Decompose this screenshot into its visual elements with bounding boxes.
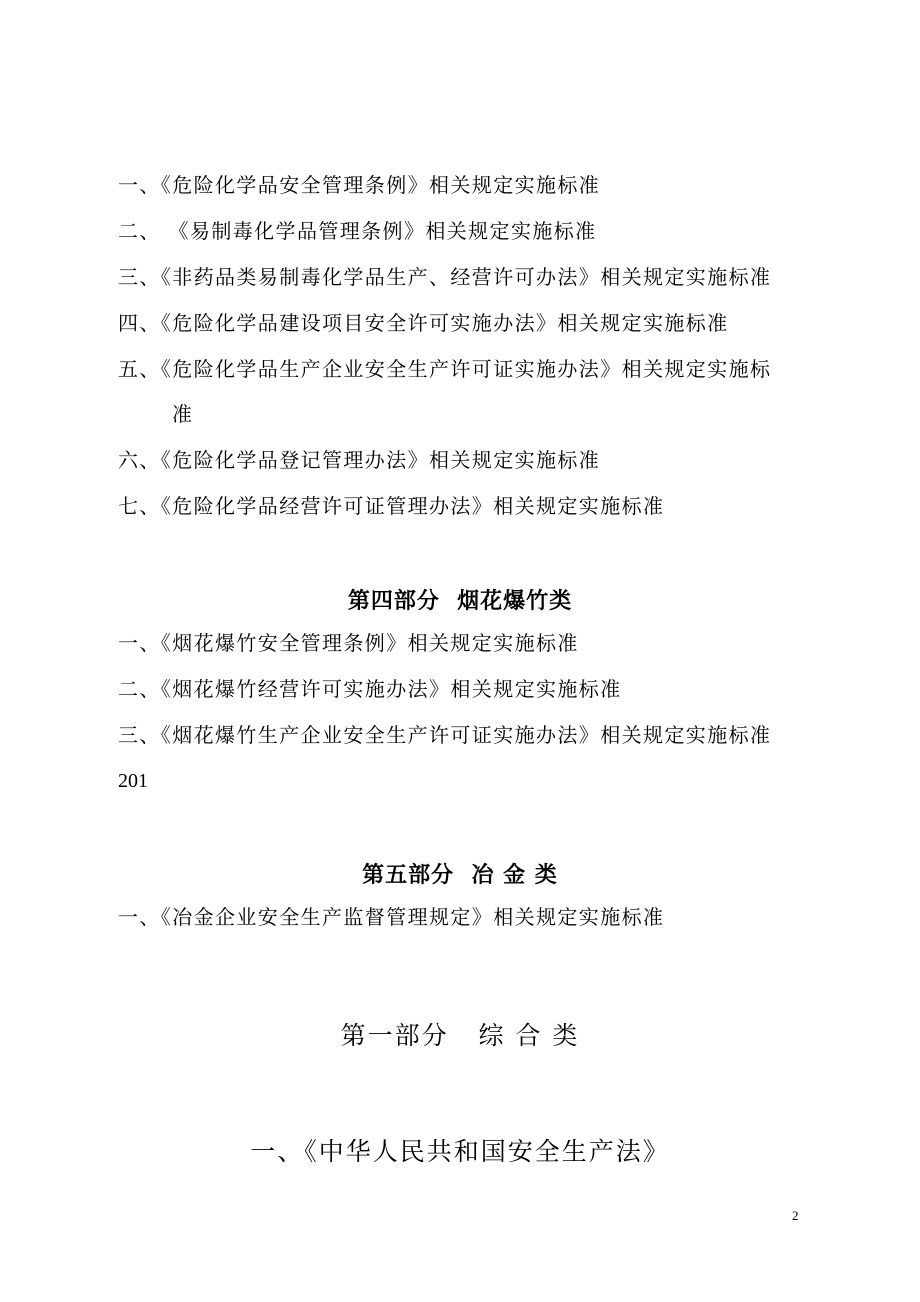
page-number: 2 — [792, 1208, 799, 1223]
list-item: 二、《烟花爆竹经营许可实施办法》相关规定实施标准 — [118, 677, 622, 701]
list-item: 三、《非药品类易制毒化学品生产、经营许可办法》相关规定实施标准 — [118, 265, 772, 289]
list-item: 一、《危险化学品安全管理条例》相关规定实施标准 — [118, 173, 601, 197]
list-item: 一、《冶金企业安全生产监督管理规定》相关规定实施标准 — [118, 905, 665, 929]
section-heading-part4: 第四部分 烟花爆竹类 — [347, 589, 573, 614]
part-title: 第一部分 综 合 类 — [340, 1021, 580, 1050]
list-item: 三、《烟花爆竹生产企业安全生产许可证实施办法》相关规定实施标准 — [118, 723, 772, 747]
list-item-continuation: 准 — [172, 402, 194, 426]
list-item: 五、《危险化学品生产企业安全生产许可证实施办法》相关规定实施标 — [118, 357, 772, 381]
list-item: 一、《烟花爆竹安全管理条例》相关规定实施标准 — [118, 631, 579, 655]
list-item: 四、《危险化学品建设项目安全许可实施办法》相关规定实施标准 — [118, 311, 729, 335]
list-item: 六、《危险化学品登记管理办法》相关规定实施标准 — [118, 448, 601, 472]
section-heading-part5: 第五部分 冶 金 类 — [362, 863, 558, 888]
list-item: 二、 《易制毒化学品管理条例》相关规定实施标准 — [118, 219, 597, 243]
list-item: 七、《危险化学品经营许可证管理办法》相关规定实施标准 — [118, 494, 665, 518]
chapter-title: 一、《中华人民共和国安全生产法》 — [250, 1137, 670, 1166]
list-item-continuation: 201 — [118, 770, 148, 792]
